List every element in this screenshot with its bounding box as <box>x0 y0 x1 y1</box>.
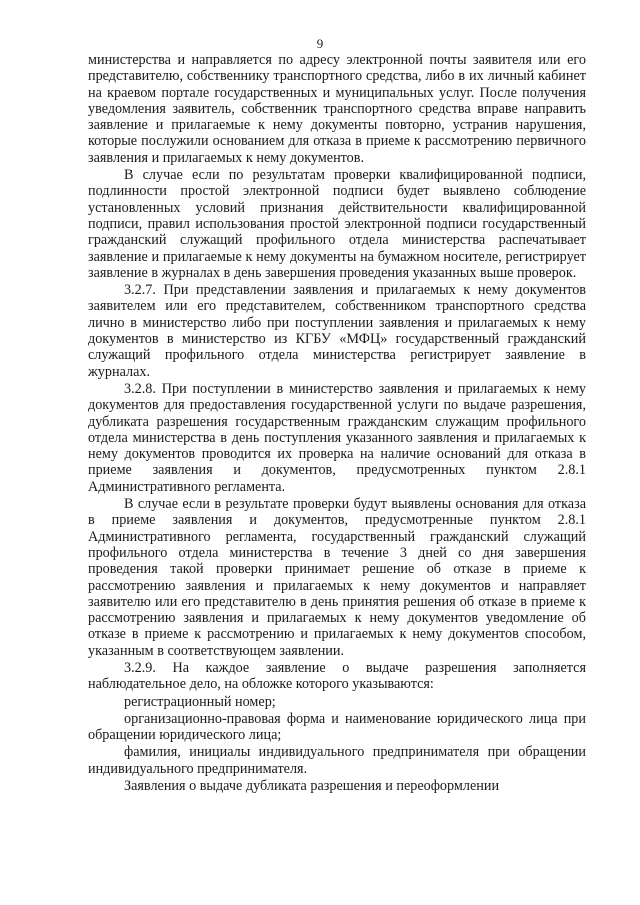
paragraph: 3.2.8. При поступлении в министерство заявления и прилагаемых к нему документов для предоставления государственной услуги по выдаче разрешения, дубликата разрешения государственным гражданским служащим профильного отдела министерства в день поступления указанного заявления и прилагаемых к нему документов проводится их проверка на наличие оснований для отказа в приеме заявления и документов, предусмотренных пунктом 2.8.1 Административного регламента. <box>88 380 586 495</box>
list-item: организационно-правовая форма и наименование юридического лица при обращении юридического лица; <box>88 710 586 744</box>
paragraph: министерства и направляется по адресу электронной почты заявителя или его представителю, собственнику транспортного средства, либо в их личный кабинет на краевом портале государственных и муниципальных услуг. После получения уведомления заявитель, собственник транспортного средства вправе направить заявление и прилагаемые к нему документы повторно, устранив нарушения, которые послужили основанием для отказа в приеме к рассмотрению первичного заявления и прилагаемых к нему документов. <box>88 52 586 166</box>
paragraph: 3.2.9. На каждое заявление о выдаче разрешения заполняется наблюдательное дело, на обложке которого указываются: <box>88 659 586 693</box>
paragraph: В случае если в результате проверки будут выявлены основания для отказа в приеме заявления и документов, предусмотренные пунктом 2.8.1 Административного регламента, государственный гражданский служащий профильного отдела министерства в течение 3 дней со дня завершения проведения такой проверки принимает решение об отказе в приеме к рассмотрению заявления и прилагаемых к нему документов и направляет заявителю или его представителю в день принятия решения об отказе в приеме к рассмотрению заявления и прилагаемых к нему документов уведомление об отказе в приеме к рассмотрению и прилагаемых к нему документов способом, указанным в соответствующем заявлении. <box>88 496 586 659</box>
list-item: регистрационный номер; <box>124 693 276 710</box>
page-number: 9 <box>316 36 324 51</box>
paragraph: 3.2.7. При представлении заявления и прилагаемых к нему документов заявителем или его представителем, собственником транспортного средства лично в министерство либо при поступлении заявления и прилагаемых к нему документов в министерство из КГБУ «МФЦ» государственный гражданский служащий профильного отдела министерства регистрирует заявление в журналах. <box>88 282 586 380</box>
list-item: фамилия, инициалы индивидуального предпринимателя при обращении индивидуального предпринимателя. <box>88 744 586 777</box>
paragraph: В случае если по результатам проверки квалифицированной подписи, подлинности простой электронной подписи будет выявлено соблюдение установленных условий признания действительности квалифицированной подписи, правил использования простой электронной подписи государственный гражданский служащий профильного отдела министерства распечатывает заявление и прилагаемые к нему документы на бумажном носителе, регистрирует заявление в журналах в день завершения проведения указанных выше проверок. <box>88 167 586 281</box>
paragraph: Заявления о выдаче дубликата разрешения и переоформлении <box>124 778 500 795</box>
document-body <box>88 52 586 794</box>
